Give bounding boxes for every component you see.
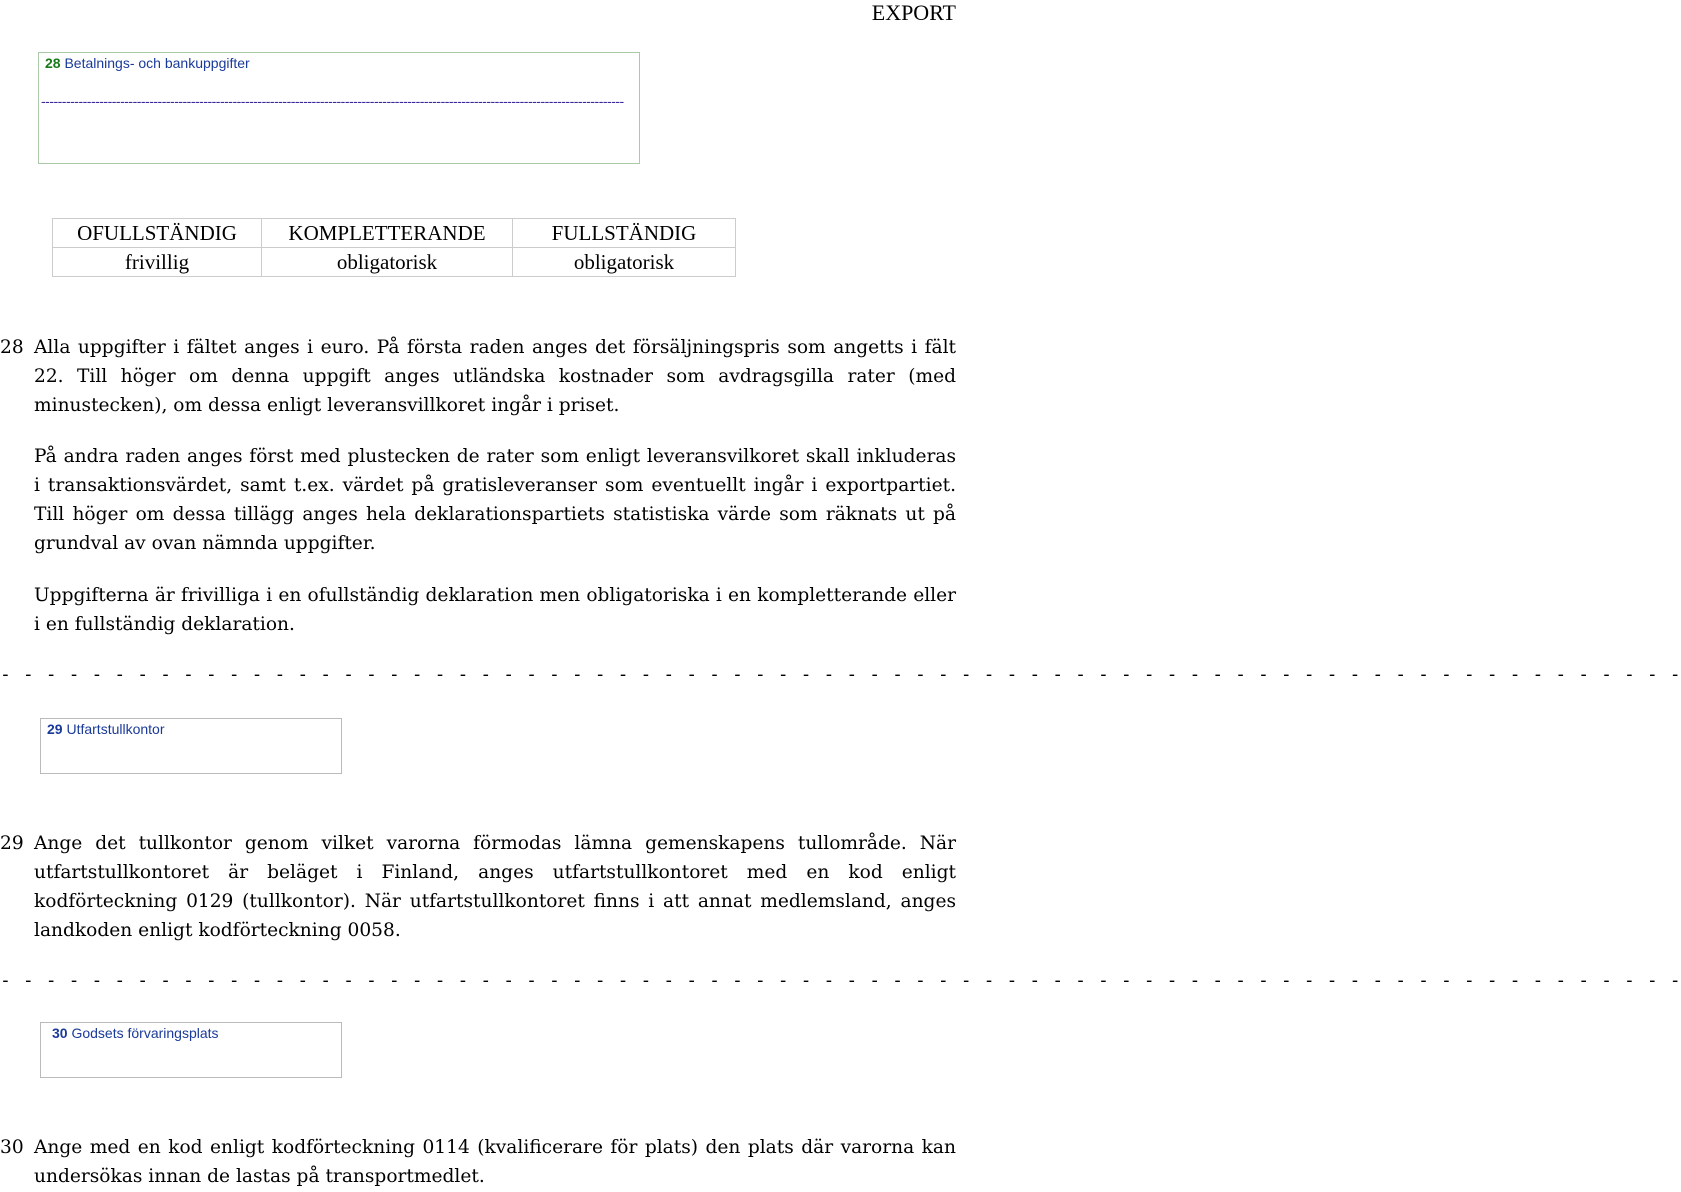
section-28-paragraph-1 <box>0 333 956 420</box>
field-box-29 <box>40 718 342 774</box>
field-box-28 <box>38 52 640 164</box>
field-box-title <box>52 1025 219 1041</box>
section-number: 30 <box>0 1137 24 1158</box>
table-row <box>53 219 736 248</box>
paragraph-text: Alla uppgifter i fältet anges i euro. På första raden anges det försäljningspris som angetts i fält 22. Till höger om denna uppgift anges utländska kostnader som avdragsgilla rater (med minustecken), om dessa enligt leveransvillkoret ingår i priset. <box>34 337 956 416</box>
field-box-title <box>45 55 250 71</box>
section-28-paragraph-3 <box>34 581 956 639</box>
section-30-paragraph <box>0 1133 956 1191</box>
value-ofullstandig: frivillig <box>53 248 262 277</box>
requirement-table <box>52 218 736 277</box>
field-number: 30 <box>52 1025 68 1041</box>
paragraph-text: På andra raden anges först med plustecken de rater som enligt leveransvilkoret skall inkluderas i transaktionsvärdet, samt t.ex. värdet på gratisleveranser som eventuellt ingår i exportpartiet. Till höger om dessa tillägg anges hela deklarationspartiets statistiska värde som räknats ut på grundval av ovan nämnda uppgifter. <box>34 446 956 554</box>
value-fullstandig: obligatorisk <box>513 248 736 277</box>
paragraph-text: Uppgifterna är frivilliga i en ofullständig deklaration men obligatoriska i en kompletterande eller i en fullständig deklaration. <box>34 585 956 635</box>
paragraph-text: Ange med en kod enligt kodförteckning 0114 (kvalificerare för plats) den plats där varorna kan undersökas innan de lastas på transportmedlet. <box>34 1137 956 1187</box>
separator-line: - - - - - - - - - - - - - - - - - - - - - - - - - - - - - - - - - - - - - - - - - - - - - - - - - - - - - - - - - - - - - - - - - - - - - - - - - - <box>0 664 1681 685</box>
header-fullstandig: FULLSTÄNDIG <box>513 219 736 248</box>
header-kompletterande: KOMPLETTERANDE <box>262 219 513 248</box>
field-box-30 <box>40 1022 342 1078</box>
field-name: Godsets förvaringsplats <box>71 1025 219 1041</box>
paragraph-text: Ange det tullkontor genom vilket varorna förmodas lämna gemenskapens tullområde. När utfartstullkontoret är beläget i Finland, anges utfartstullkontoret med en kod enligt kodförteckning 0129 (tullkontor). När utfartstullkontoret finns i att annat medlemsland, anges landkoden enligt kodförteckning 0058. <box>34 833 956 941</box>
section-28-paragraph-2 <box>34 442 956 558</box>
separator-line: - - - - - - - - - - - - - - - - - - - - - - - - - - - - - - - - - - - - - - - - - - - - - - - - - - - - - - - - - - - - - - - - - - - - - - - - - - <box>0 970 1681 991</box>
section-number: 29 <box>0 833 24 854</box>
section-number: 28 <box>0 337 24 358</box>
field-input-line: -------------------------------------------------------------------------------------------------------------------------------------------- <box>41 93 624 109</box>
field-box-title <box>47 721 165 737</box>
section-29-paragraph <box>0 829 956 945</box>
field-number: 28 <box>45 55 61 71</box>
table-row <box>53 248 736 277</box>
header-ofullstandig: OFULLSTÄNDIG <box>53 219 262 248</box>
value-kompletterande: obligatorisk <box>262 248 513 277</box>
document-type-header: EXPORT <box>871 0 956 25</box>
field-name: Utfartstullkontor <box>66 721 165 737</box>
field-number: 29 <box>47 721 63 737</box>
field-name: Betalnings- och bankuppgifter <box>64 55 250 71</box>
